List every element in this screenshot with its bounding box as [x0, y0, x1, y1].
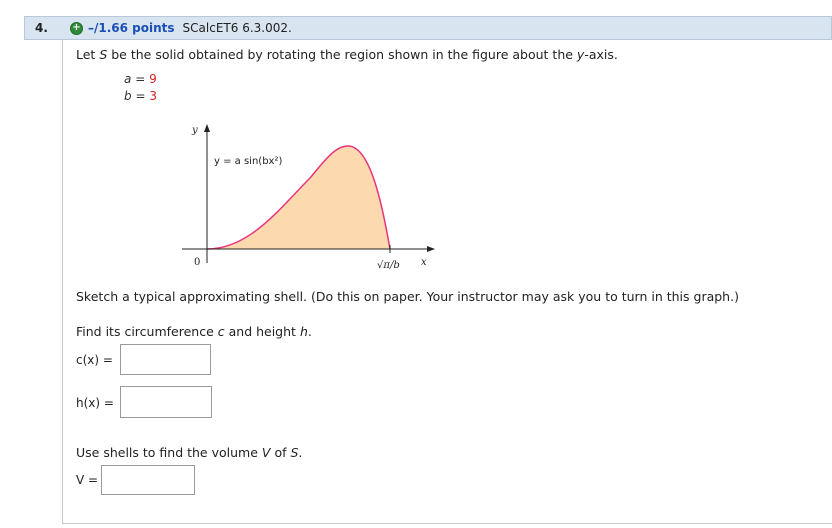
x-axis-arrow [427, 246, 435, 252]
question-header [62, 16, 832, 40]
volume-instruction: Use shells to find the volume V of S. [76, 445, 303, 460]
points-label: –/1.66 points [88, 21, 175, 35]
expand-plus-icon[interactable]: + [70, 22, 83, 35]
v-label: V = [76, 473, 99, 487]
param-b: b = 3 [124, 89, 157, 103]
cx-input[interactable] [120, 344, 211, 375]
find-instruction: Find its circumference c and height h. [76, 324, 312, 339]
hx-input[interactable] [120, 386, 212, 418]
curve-label: y = a sin(bx²) [214, 156, 283, 167]
cx-label: c(x) = [76, 353, 113, 367]
problem-statement: Let S be the solid obtained by rotating the region shown in the figure about the y-axis. [76, 47, 618, 62]
question-code: SCalcET6 6.3.002. [182, 21, 292, 35]
y-axis-arrow [204, 124, 210, 132]
param-a: a = 9 [124, 72, 157, 86]
x-end-label: √π/b [377, 260, 400, 271]
region-figure [170, 118, 450, 278]
x-axis-label: x [421, 257, 427, 268]
volume-input[interactable] [101, 465, 195, 495]
origin-label: 0 [194, 257, 201, 268]
y-axis-label: y [192, 125, 198, 136]
hx-label: h(x) = [76, 396, 114, 410]
sketch-instruction: Sketch a typical approximating shell. (Do this on paper. Your instructor may ask you to turn in this graph.) [76, 289, 739, 304]
question-number [24, 16, 62, 40]
question-number-label: 4. [35, 21, 48, 35]
